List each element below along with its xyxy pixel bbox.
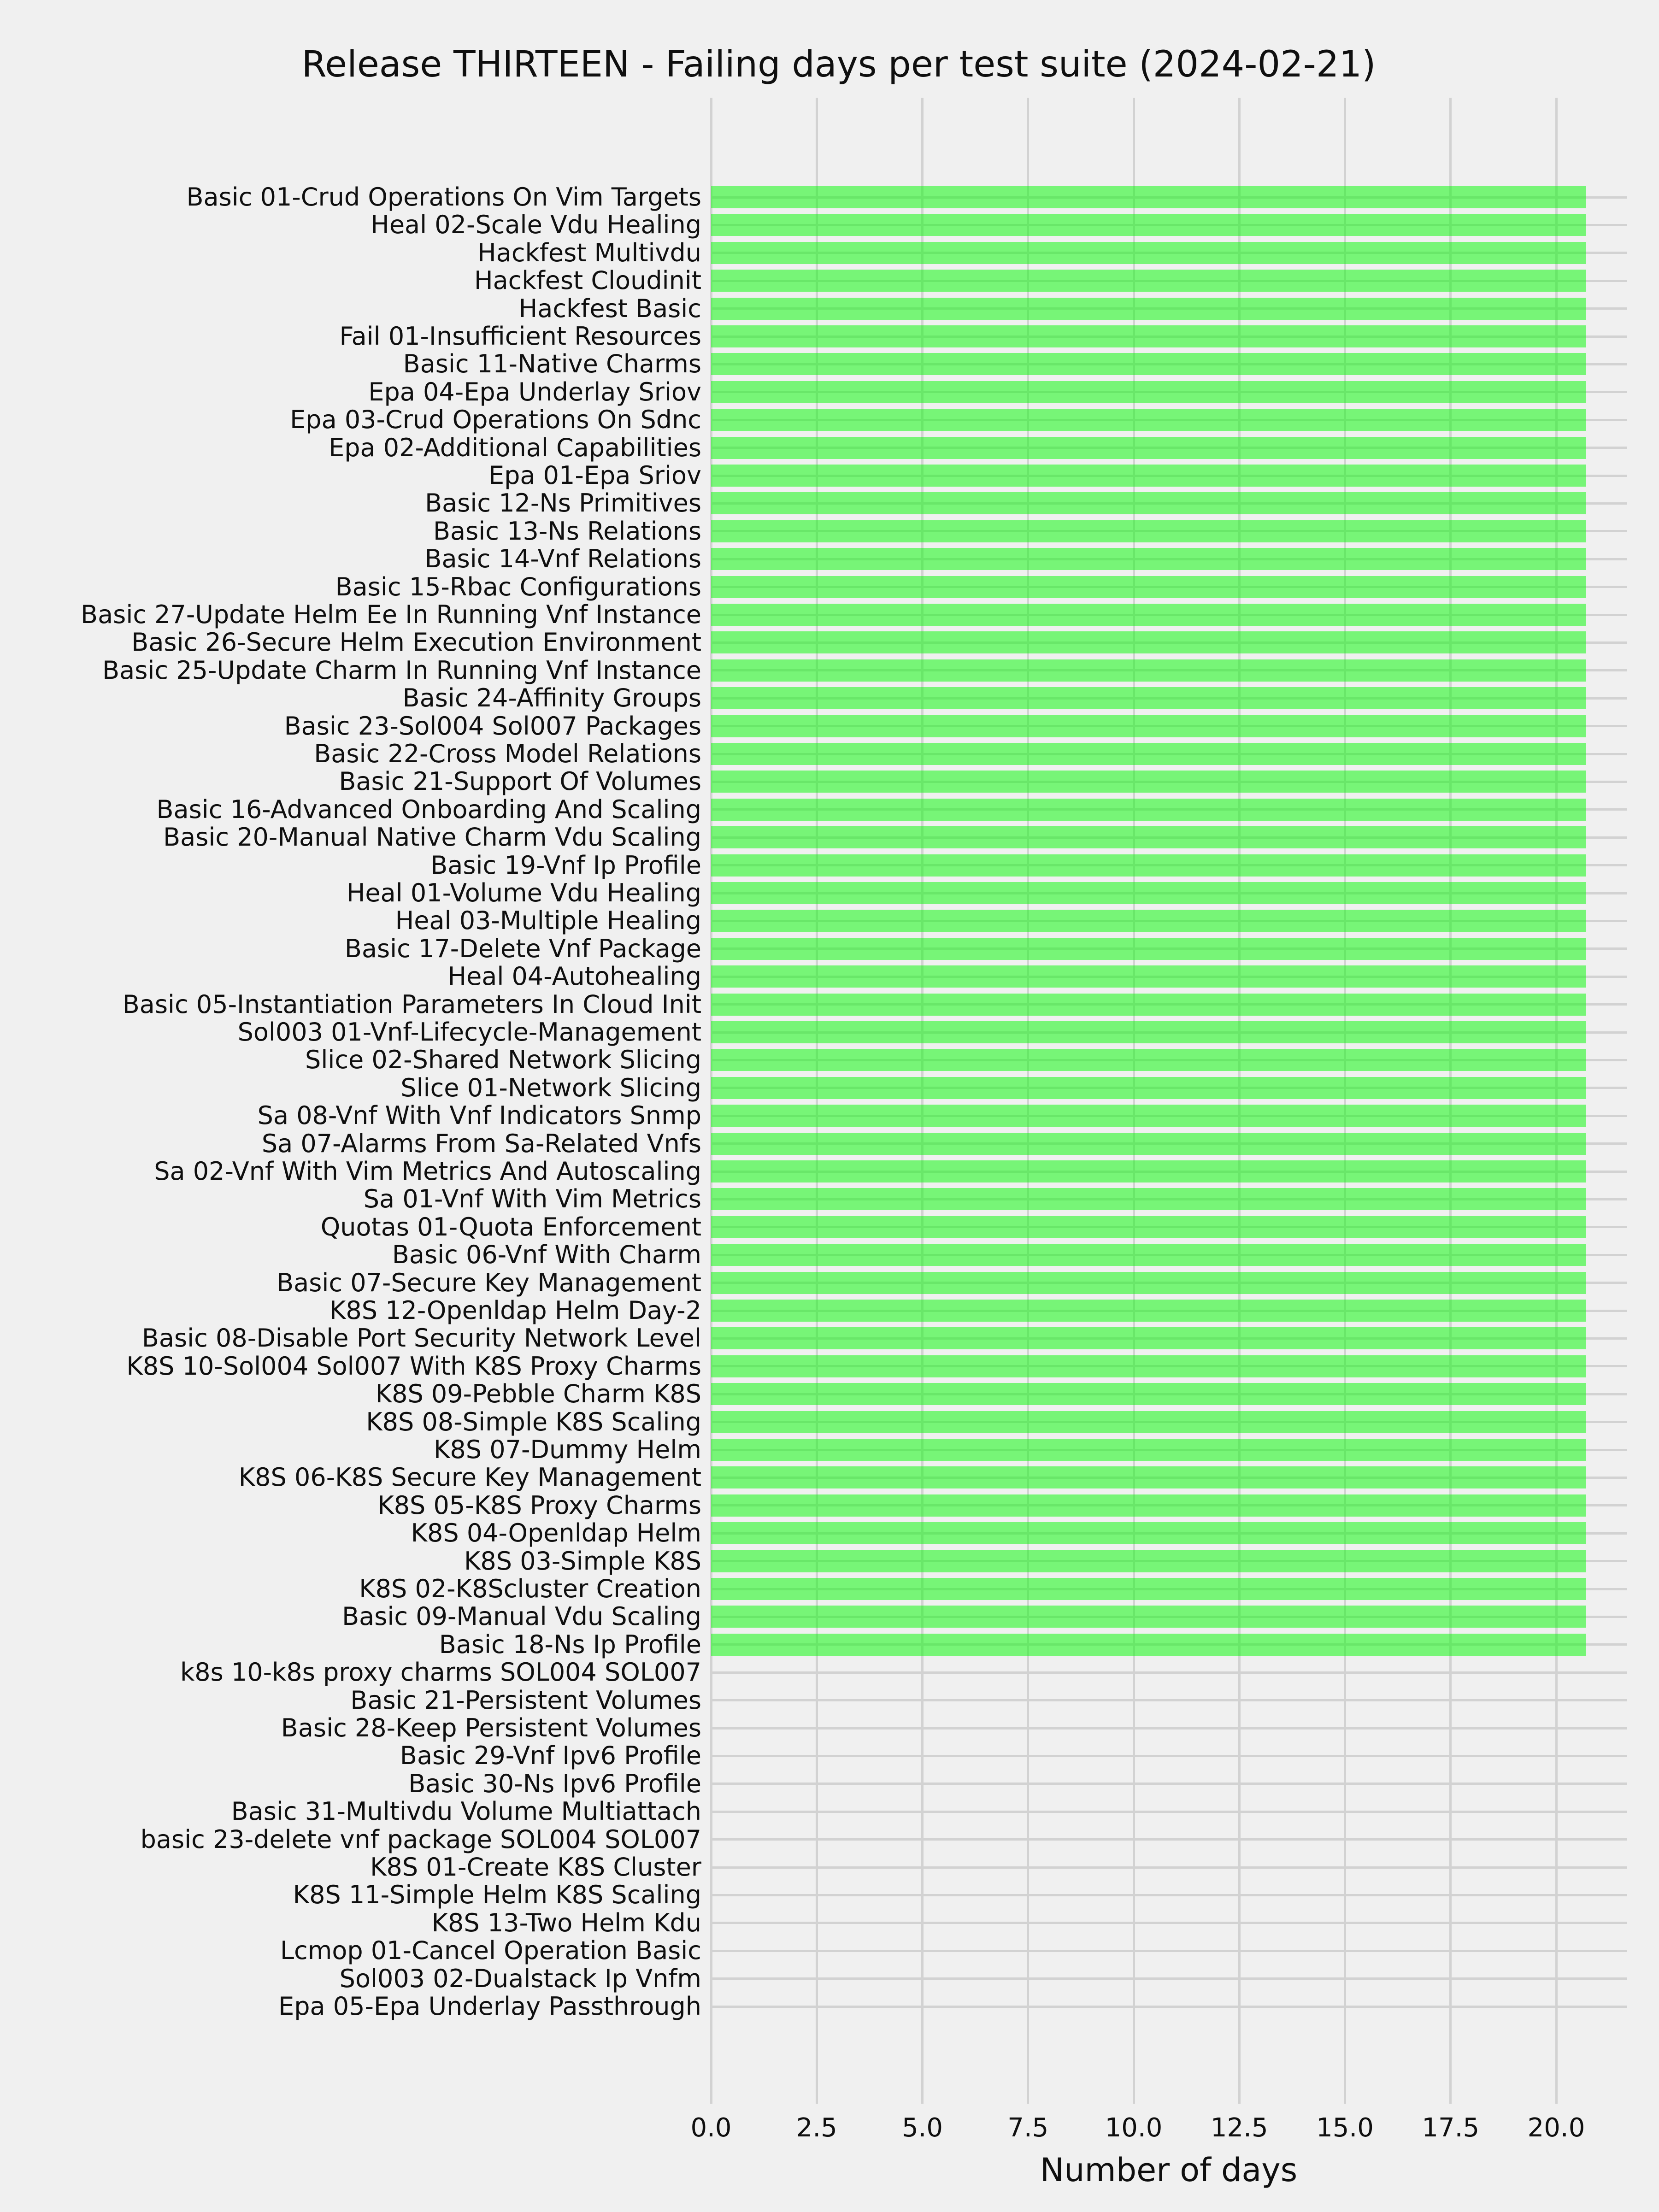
category-label: Basic 17-Delete Vnf Package	[344, 934, 701, 963]
chart-title: Release THIRTEEN - Failing days per test suite (2024-02-21)	[301, 44, 1376, 85]
bar	[711, 1494, 1586, 1517]
category-label: Epa 05-Epa Underlay Passthrough	[278, 1992, 701, 2021]
category-label: K8S 07-Dummy Helm	[434, 1435, 701, 1464]
bar	[711, 1578, 1586, 1600]
category-label: Basic 05-Instantiation Parameters In Cloud Init	[122, 989, 701, 1019]
category-label: Slice 02-Shared Network Slicing	[305, 1045, 701, 1075]
category-label: Heal 01-Volume Vdu Healing	[346, 878, 701, 907]
category-label: Heal 02-Scale Vdu Healing	[371, 210, 701, 240]
category-gridline	[711, 1783, 1627, 1785]
category-label: Sa 08-Vnf With Vnf Indicators Snmp	[257, 1101, 701, 1130]
category-gridline	[711, 1950, 1627, 1952]
category-gridline	[711, 1838, 1627, 1841]
bar	[711, 409, 1586, 431]
category-gridline	[711, 1671, 1627, 1674]
category-label: Basic 08-Disable Port Security Network Level	[141, 1324, 701, 1353]
bar	[711, 1411, 1586, 1433]
bar	[711, 604, 1586, 626]
category-gridline	[711, 1894, 1627, 1896]
bar	[711, 965, 1586, 988]
bar	[711, 1439, 1586, 1461]
x-tick-label: 0.0	[690, 2113, 732, 2143]
bar	[711, 994, 1586, 1016]
bar	[711, 353, 1586, 375]
category-label: Basic 19-Vnf Ip Profile	[430, 850, 701, 880]
bar	[711, 882, 1586, 904]
category-label: K8S 10-Sol004 Sol007 With K8S Proxy Charms	[126, 1351, 701, 1381]
category-label: Basic 21-Support Of Volumes	[339, 767, 701, 796]
category-gridline	[711, 1977, 1627, 1980]
bar	[711, 910, 1586, 932]
category-label: Basic 21-Persistent Volumes	[350, 1685, 701, 1715]
category-label: Sa 07-Alarms From Sa-Related Vnfs	[261, 1129, 701, 1158]
category-label: Basic 13-Ns Relations	[433, 516, 701, 546]
x-tick-label: 15.0	[1316, 2113, 1374, 2143]
bar	[711, 1216, 1586, 1238]
bar	[711, 1021, 1586, 1043]
category-label: K8S 03-Simple K8S	[464, 1546, 701, 1576]
category-label: Basic 14-Vnf Relations	[424, 544, 701, 574]
category-label: basic 23-delete vnf package SOL004 SOL007	[140, 1824, 701, 1854]
x-tick-label: 12.5	[1210, 2113, 1268, 2143]
x-axis-label: Number of days	[1040, 2151, 1298, 2189]
bar	[711, 465, 1586, 487]
x-tick-label: 10.0	[1105, 2113, 1163, 2143]
category-label: Basic 15-Rbac Configurations	[335, 572, 701, 601]
bar	[711, 1466, 1586, 1488]
bar	[711, 715, 1586, 737]
category-label: k8s 10-k8s proxy charms SOL004 SOL007	[180, 1658, 701, 1687]
bar	[711, 437, 1586, 459]
bar	[711, 799, 1586, 821]
category-label: K8S 02-K8Scluster Creation	[359, 1574, 701, 1603]
bar	[711, 548, 1586, 570]
category-label: Basic 27-Update Helm Ee In Running Vnf Instance	[81, 600, 701, 629]
bar	[711, 214, 1586, 236]
category-label: K8S 01-Create K8S Cluster	[370, 1853, 701, 1882]
category-label: Basic 12-Ns Primitives	[425, 488, 701, 518]
bar	[711, 938, 1586, 960]
category-label: Basic 26-Secure Helm Execution Environment	[131, 628, 701, 657]
x-tick-label: 7.5	[1007, 2113, 1049, 2143]
category-label: K8S 04-Openldap Helm	[411, 1518, 701, 1548]
x-tick-label: 20.0	[1527, 2113, 1585, 2143]
category-label: Sa 01-Vnf With Vim Metrics	[363, 1184, 701, 1214]
bar	[711, 1355, 1586, 1377]
bar	[711, 381, 1586, 403]
category-label: Sol003 02-Dualstack Ip Vnfm	[339, 1964, 701, 1993]
category-label: K8S 05-K8S Proxy Charms	[377, 1490, 701, 1520]
category-label: Basic 18-Ns Ip Profile	[439, 1630, 701, 1659]
category-label: Sa 02-Vnf With Vim Metrics And Autoscaling	[154, 1157, 701, 1186]
bar	[711, 743, 1586, 765]
category-label: Basic 30-Ns Ipv6 Profile	[408, 1769, 701, 1798]
bar	[711, 1300, 1586, 1322]
category-label: Hackfest Multivdu	[477, 238, 701, 267]
bar	[711, 687, 1586, 709]
category-gridline	[711, 1755, 1627, 1757]
category-label: Basic 23-Sol004 Sol007 Packages	[284, 711, 701, 741]
category-label: Basic 31-Multivdu Volume Multiattach	[231, 1797, 701, 1826]
bar	[711, 771, 1586, 793]
category-label: Basic 20-Manual Native Charm Vdu Scaling	[163, 823, 701, 852]
category-gridline	[711, 1727, 1627, 1730]
category-label: K8S 08-Simple K8S Scaling	[366, 1407, 701, 1436]
category-label: Slice 01-Network Slicing	[400, 1073, 701, 1102]
category-label: Hackfest Cloudinit	[474, 266, 701, 295]
category-label: Basic 06-Vnf With Charm	[392, 1240, 701, 1270]
bar	[711, 1133, 1586, 1155]
x-tick-label: 17.5	[1422, 2113, 1480, 2143]
category-label: Epa 04-Epa Underlay Sriov	[368, 377, 701, 406]
bar	[711, 186, 1586, 208]
bar	[711, 1244, 1586, 1266]
x-tick-label: 5.0	[901, 2113, 943, 2143]
category-label: Epa 01-Epa Sriov	[488, 461, 701, 490]
category-label: Basic 16-Advanced Onboarding And Scaling	[156, 794, 701, 824]
bar	[711, 826, 1586, 848]
category-label: Heal 04-Autohealing	[447, 962, 701, 991]
category-label: K8S 09-Pebble Charm K8S	[375, 1379, 701, 1409]
category-gridline	[711, 1811, 1627, 1813]
bar	[711, 1522, 1586, 1544]
category-label: Epa 02-Additional Capabilities	[329, 433, 701, 462]
category-gridline	[711, 1699, 1627, 1701]
category-label: Hackfest Basic	[518, 294, 701, 323]
category-label: Epa 03-Crud Operations On Sdnc	[290, 405, 701, 435]
bar	[711, 659, 1586, 682]
category-label: K8S 06-K8S Secure Key Management	[238, 1463, 701, 1492]
category-label: Sol003 01-Vnf-Lifecycle-Management	[237, 1018, 701, 1047]
category-label: Basic 29-Vnf Ipv6 Profile	[400, 1741, 701, 1771]
bar	[711, 270, 1586, 292]
category-label: Basic 11-Native Charms	[403, 349, 701, 379]
bar	[711, 631, 1586, 653]
bar	[711, 1383, 1586, 1405]
bar	[711, 1077, 1586, 1099]
category-label: Basic 01-Crud Operations On Vim Targets	[186, 182, 701, 212]
bar	[711, 1327, 1586, 1349]
bar	[711, 1049, 1586, 1071]
bar	[711, 1550, 1586, 1572]
category-label: Basic 25-Update Charm In Running Vnf Instance	[102, 655, 701, 685]
bar	[711, 298, 1586, 320]
bar	[711, 1272, 1586, 1294]
category-label: Basic 22-Cross Model Relations	[314, 739, 701, 768]
category-label: Basic 07-Secure Key Management	[276, 1268, 701, 1297]
category-label: Lcmop 01-Cancel Operation Basic	[280, 1936, 701, 1965]
bar	[711, 1105, 1586, 1127]
category-label: K8S 13-Two Helm Kdu	[431, 1908, 701, 1937]
category-label: Fail 01-Insufficient Resources	[339, 322, 701, 351]
category-gridline	[711, 2006, 1627, 2008]
category-gridline	[711, 1866, 1627, 1869]
bar	[711, 1160, 1586, 1182]
bar	[711, 242, 1586, 264]
category-gridline	[711, 1922, 1627, 1924]
category-label: Basic 09-Manual Vdu Scaling	[342, 1602, 701, 1631]
category-label: Quotas 01-Quota Enforcement	[320, 1212, 701, 1241]
category-label: K8S 12-Openldap Helm Day-2	[329, 1296, 701, 1325]
bar	[711, 1606, 1586, 1628]
bar	[711, 1634, 1586, 1656]
x-tick-label: 2.5	[796, 2113, 837, 2143]
category-label: K8S 11-Simple Helm K8S Scaling	[293, 1880, 701, 1910]
category-label: Heal 03-Multiple Healing	[395, 906, 701, 935]
bar	[711, 576, 1586, 598]
category-label: Basic 24-Affinity Groups	[402, 683, 701, 713]
bar	[711, 854, 1586, 877]
bar	[711, 492, 1586, 514]
bar	[711, 1188, 1586, 1210]
category-label: Basic 28-Keep Persistent Volumes	[281, 1713, 701, 1742]
bar	[711, 325, 1586, 347]
bar	[711, 520, 1586, 542]
